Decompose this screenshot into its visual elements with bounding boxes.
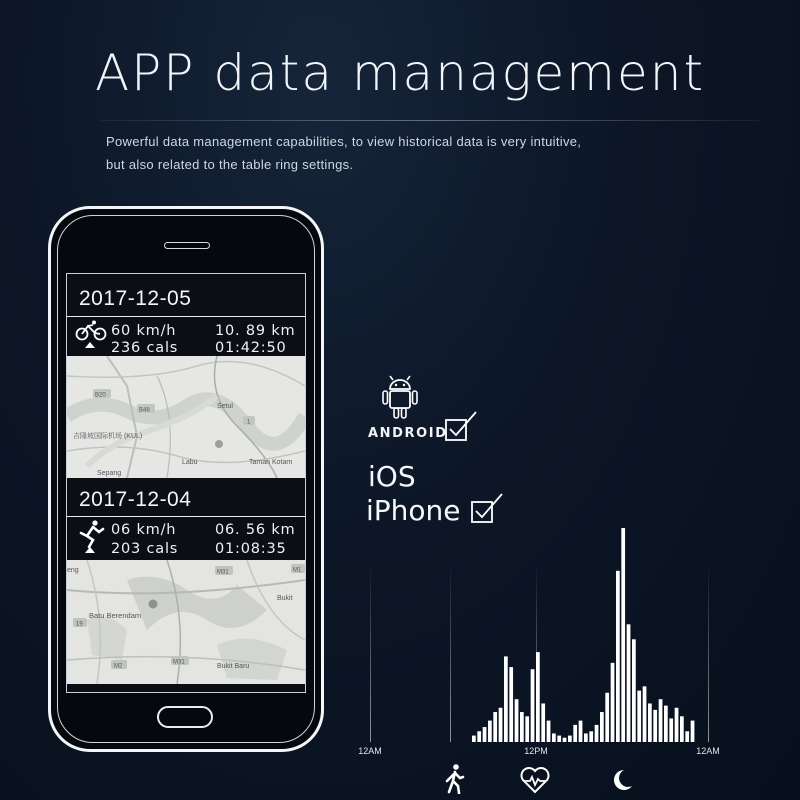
- x-tick-label: 12AM: [358, 746, 382, 756]
- chart-bar: [680, 716, 684, 742]
- chart-bar: [621, 528, 625, 742]
- moon-icon: [610, 768, 634, 792]
- record-date: 2017-12-05: [79, 287, 192, 310]
- chart-bar: [648, 703, 652, 742]
- map-label: eng: [67, 567, 79, 574]
- iphone-label: iPhone: [366, 494, 461, 527]
- chart-bar: [643, 686, 647, 742]
- chart-bar: [589, 731, 593, 742]
- chart-bar: [493, 712, 497, 742]
- divider: [67, 516, 305, 517]
- record-distance: 10. 89 km: [215, 323, 296, 339]
- record-duration: 01:08:35: [215, 541, 287, 557]
- chart-bar: [541, 703, 545, 742]
- chart-bar: [595, 725, 599, 742]
- chart-bar: [515, 699, 519, 742]
- route-map[interactable]: [67, 560, 305, 684]
- phone-screen: [66, 273, 306, 693]
- chart-bar: [584, 733, 588, 742]
- chart-bar: [664, 706, 668, 742]
- home-button[interactable]: [157, 706, 213, 728]
- chart-bar: [477, 731, 481, 742]
- map-label: Bukit Baru: [217, 663, 250, 670]
- android-label: ANDROID: [368, 426, 448, 441]
- record-calories: 203 cals: [111, 541, 179, 557]
- record-calories: 236 cals: [111, 340, 179, 356]
- chart-bar: [499, 708, 503, 742]
- map-label: Labu: [182, 459, 198, 466]
- chart-bar: [547, 721, 551, 742]
- activity-chart: [340, 520, 740, 760]
- chart-bar: [509, 667, 513, 742]
- heart-rate-icon: [520, 766, 550, 794]
- chart-bar: [552, 733, 556, 742]
- map-label: 19: [76, 621, 83, 628]
- map-label: Bukit: [277, 595, 293, 602]
- speaker-grille: [164, 242, 210, 249]
- chart-bar: [659, 699, 663, 742]
- chart-bar: [685, 731, 689, 742]
- chart-bar: [653, 710, 657, 742]
- ios-label: iOS: [368, 460, 416, 493]
- walking-icon: [444, 764, 466, 794]
- map-label: M1: [293, 567, 302, 574]
- subtitle-line: Powerful data management capabilities, to view historical data is very intuitive,: [106, 134, 582, 149]
- record-header[interactable]: [67, 274, 305, 356]
- map-label: 1: [247, 419, 251, 426]
- title-divider: [100, 120, 760, 121]
- page-title: APP data management: [94, 44, 706, 102]
- chart-bar: [616, 571, 620, 742]
- android-robot-icon: [381, 374, 419, 420]
- x-tick-label: 12PM: [524, 746, 548, 756]
- chart-bar: [691, 721, 695, 742]
- chart-bar: [637, 691, 641, 742]
- chart-bar: [573, 725, 577, 742]
- x-tick-label: 12AM: [696, 746, 720, 756]
- map-label: M31: [217, 569, 229, 576]
- chart-bar: [579, 721, 583, 742]
- chart-bar: [557, 736, 561, 742]
- chart-bar: [483, 727, 487, 742]
- map-label: Batu Berendam: [89, 611, 142, 620]
- record-date: 2017-12-04: [79, 488, 192, 511]
- map-label: Sepang: [97, 470, 122, 477]
- page-subtitle: [106, 130, 706, 176]
- record-distance: 06. 56 km: [215, 522, 296, 538]
- phone-mockup: [48, 206, 324, 752]
- chart-gridline: [450, 560, 451, 742]
- checkbox-checked-icon: [444, 410, 480, 442]
- chart-bar: [472, 736, 476, 742]
- chart-gridline: [370, 560, 371, 742]
- chart-bar: [568, 736, 572, 742]
- chart-bar: [600, 712, 604, 742]
- chart-bar: [504, 656, 508, 742]
- subtitle-line: but also related to the table ring settings.: [106, 157, 354, 172]
- chart-bar: [488, 721, 492, 742]
- chart-bar: [675, 708, 679, 742]
- running-icon: [75, 520, 107, 554]
- chart-bar: [611, 663, 615, 742]
- record-duration: 01:42:50: [215, 340, 287, 356]
- map-label: M2: [114, 663, 123, 670]
- record-speed: 06 km/h: [111, 522, 177, 538]
- chart-gridline: [708, 560, 709, 742]
- chart-bar: [605, 693, 609, 742]
- chart-bar: [525, 716, 529, 742]
- chart-bar: [531, 669, 535, 742]
- chart-bar: [669, 718, 673, 742]
- chart-bar: [520, 712, 524, 742]
- map-label: 吉隆坡国际机场 (KUL): [73, 433, 143, 440]
- map-label: M31: [173, 659, 185, 666]
- map-label: B20: [95, 392, 106, 399]
- record-header[interactable]: [67, 478, 305, 560]
- divider: [67, 316, 305, 317]
- map-label: B48: [139, 407, 150, 414]
- record-speed: 60 km/h: [111, 323, 177, 339]
- chart-bar: [627, 624, 631, 742]
- bicycle-icon: [75, 320, 107, 354]
- map-label: Setul: [217, 403, 233, 410]
- route-map[interactable]: [67, 356, 305, 478]
- map-label: Taman Kotam: [249, 459, 293, 466]
- chart-bar: [563, 738, 567, 742]
- chart-bar: [536, 652, 540, 742]
- chart-bar: [632, 639, 636, 742]
